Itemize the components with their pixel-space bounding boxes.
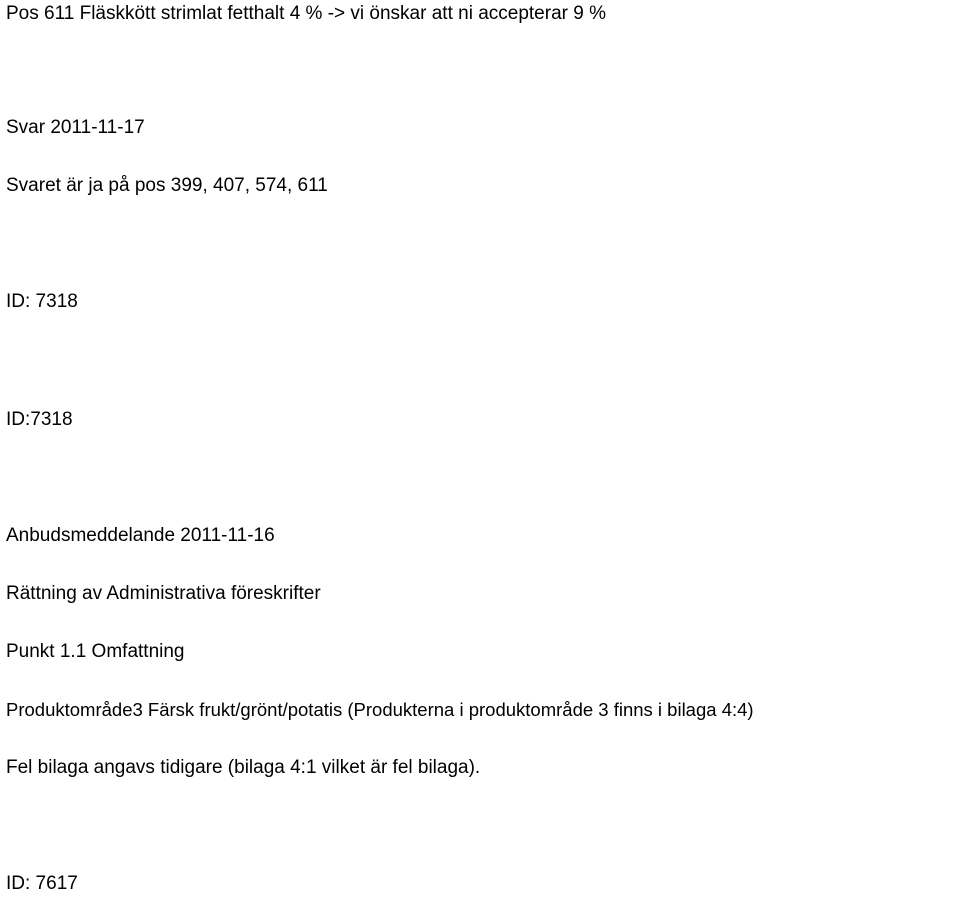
text-line-rattning: Rättning av Administrativa föreskrifter — [6, 583, 321, 604]
text-line-id-7318-b: ID:7318 — [6, 409, 73, 430]
text-line-svaret: Svaret är ja på pos 399, 407, 574, 611 — [6, 175, 328, 196]
text-line-punkt: Punkt 1.1 Omfattning — [6, 641, 185, 662]
text-line-anbudsmeddelande: Anbudsmeddelande 2011-11-16 — [6, 525, 275, 546]
text-line-fel-bilaga: Fel bilaga angavs tidigare (bilaga 4:1 vilket är fel bilaga). — [6, 757, 481, 778]
text-line-produktomrade: Produktområde3 Färsk frukt/grönt/potatis (Produkterna i produktområde 3 finns i bilaga 4:4) — [6, 699, 754, 720]
text-line-id-7617: ID: 7617 — [6, 873, 78, 894]
text-line-pos-611: Pos 611 Fläskkött strimlat fetthalt 4 % -> vi önskar att ni accepterar 9 % — [6, 3, 606, 24]
text-line-svar-date: Svar 2011-11-17 — [6, 117, 145, 138]
text-line-id-7318-a: ID: 7318 — [6, 291, 78, 312]
